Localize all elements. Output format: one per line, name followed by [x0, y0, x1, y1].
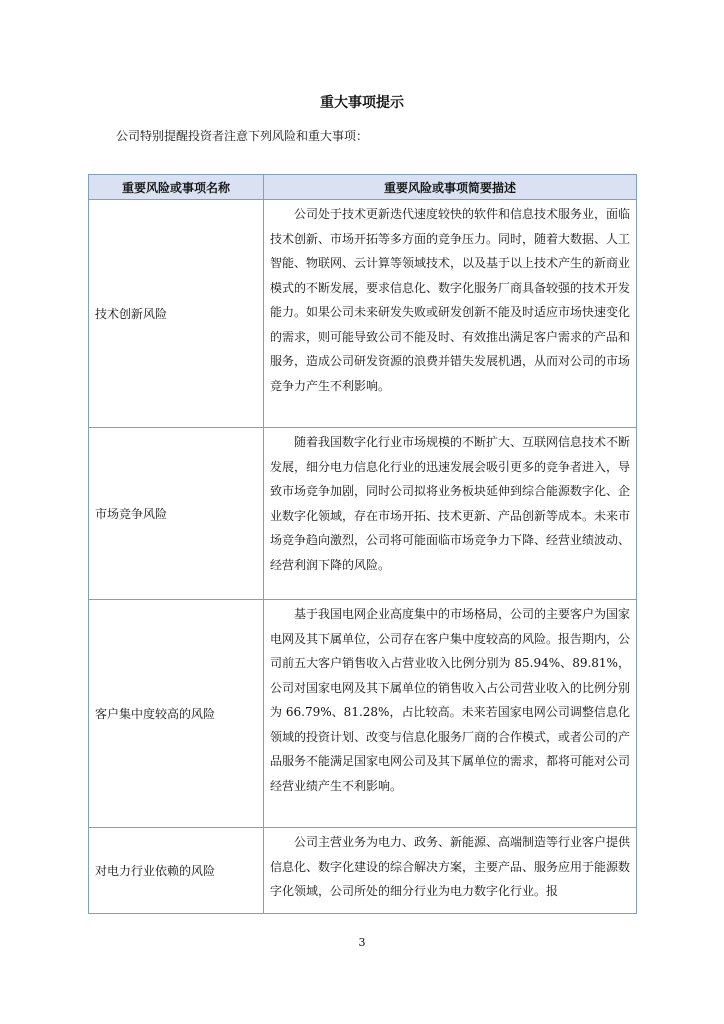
risk-description-cell: 随着我国数字化行业市场规模的不断扩大、互联网信息技术不断发展，细分电力信息化行业的迅速发展会吸引更多的竞争者进入，导致市场竞争加剧，同时公司拟将业务板块延伸到综合能源数字化、企业数字化领域，存在市场开拓、技术更新、产品创新等成本。未来市场竞争趋向激烈，公司将可能面临市场竞争力下降、经营业绩波动、经营利润下降的风险。 — [264, 428, 637, 600]
risk-name-cell: 客户集中度较高的风险 — [89, 600, 264, 828]
risk-name-cell: 技术创新风险 — [89, 200, 264, 428]
table-header-row — [89, 175, 637, 200]
risk-table — [88, 174, 637, 914]
table-row — [89, 828, 637, 914]
page-number: 3 — [358, 936, 366, 949]
risk-description-cell: 基于我国电网企业高度集中的市场格局，公司的主要客户为国家电网及其下属单位，公司存在客户集中度较高的风险。报告期内，公司前五大客户销售收入占营业收入比例分别为 85.94%、89.81%，公司对国家电网及其下属单位的销售收入占公司营业收入的比例分别为 66.79%、81.28%，占比较高。未来若国家电网公司调整信息化领域的投资计划、改变与信息化服务厂商的合作模式，或者公司的产品服务不能满足国家电网公司及其下属单位的需求，都将可能对公司经营业绩产生不利影响。 — [264, 600, 637, 828]
table-row — [89, 200, 637, 428]
risk-name-cell: 对电力行业依赖的风险 — [89, 828, 264, 914]
header-risk-name: 重要风险或事项名称 — [89, 175, 264, 200]
risk-description-cell: 公司处于技术更新迭代速度较快的软件和信息技术服务业，面临技术创新、市场开拓等多方面的竞争压力。同时，随着大数据、人工智能、物联网、云计算等领域技术，以及基于以上技术产生的新商业模式的不断发展，要求信息化、数字化服务厂商具备较强的技术开发能力。如果公司未来研发失败或研发创新不能及时适应市场快速变化的需求，则可能导致公司不能及时、有效推出满足客户需求的产品和服务，造成公司研发资源的浪费并错失发展机遇，从而对公司的市场竞争力产生不利影响。 — [264, 200, 637, 428]
header-risk-description: 重要风险或事项简要描述 — [264, 175, 637, 200]
table-row — [89, 428, 637, 600]
risk-description-cell: 公司主营业务为电力、政务、新能源、高端制造等行业客户提供信息化、数字化建设的综合解决方案，主要产品、服务应用于能源数字化领域，公司所处的细分行业为电力数字化行业。报 — [264, 828, 637, 914]
intro-text: 公司特别提醒投资者注意下列风险和重大事项： — [116, 129, 369, 143]
table-row — [89, 600, 637, 828]
page-title: 重大事项提示 — [320, 95, 404, 111]
risk-name-cell: 市场竞争风险 — [89, 428, 264, 600]
